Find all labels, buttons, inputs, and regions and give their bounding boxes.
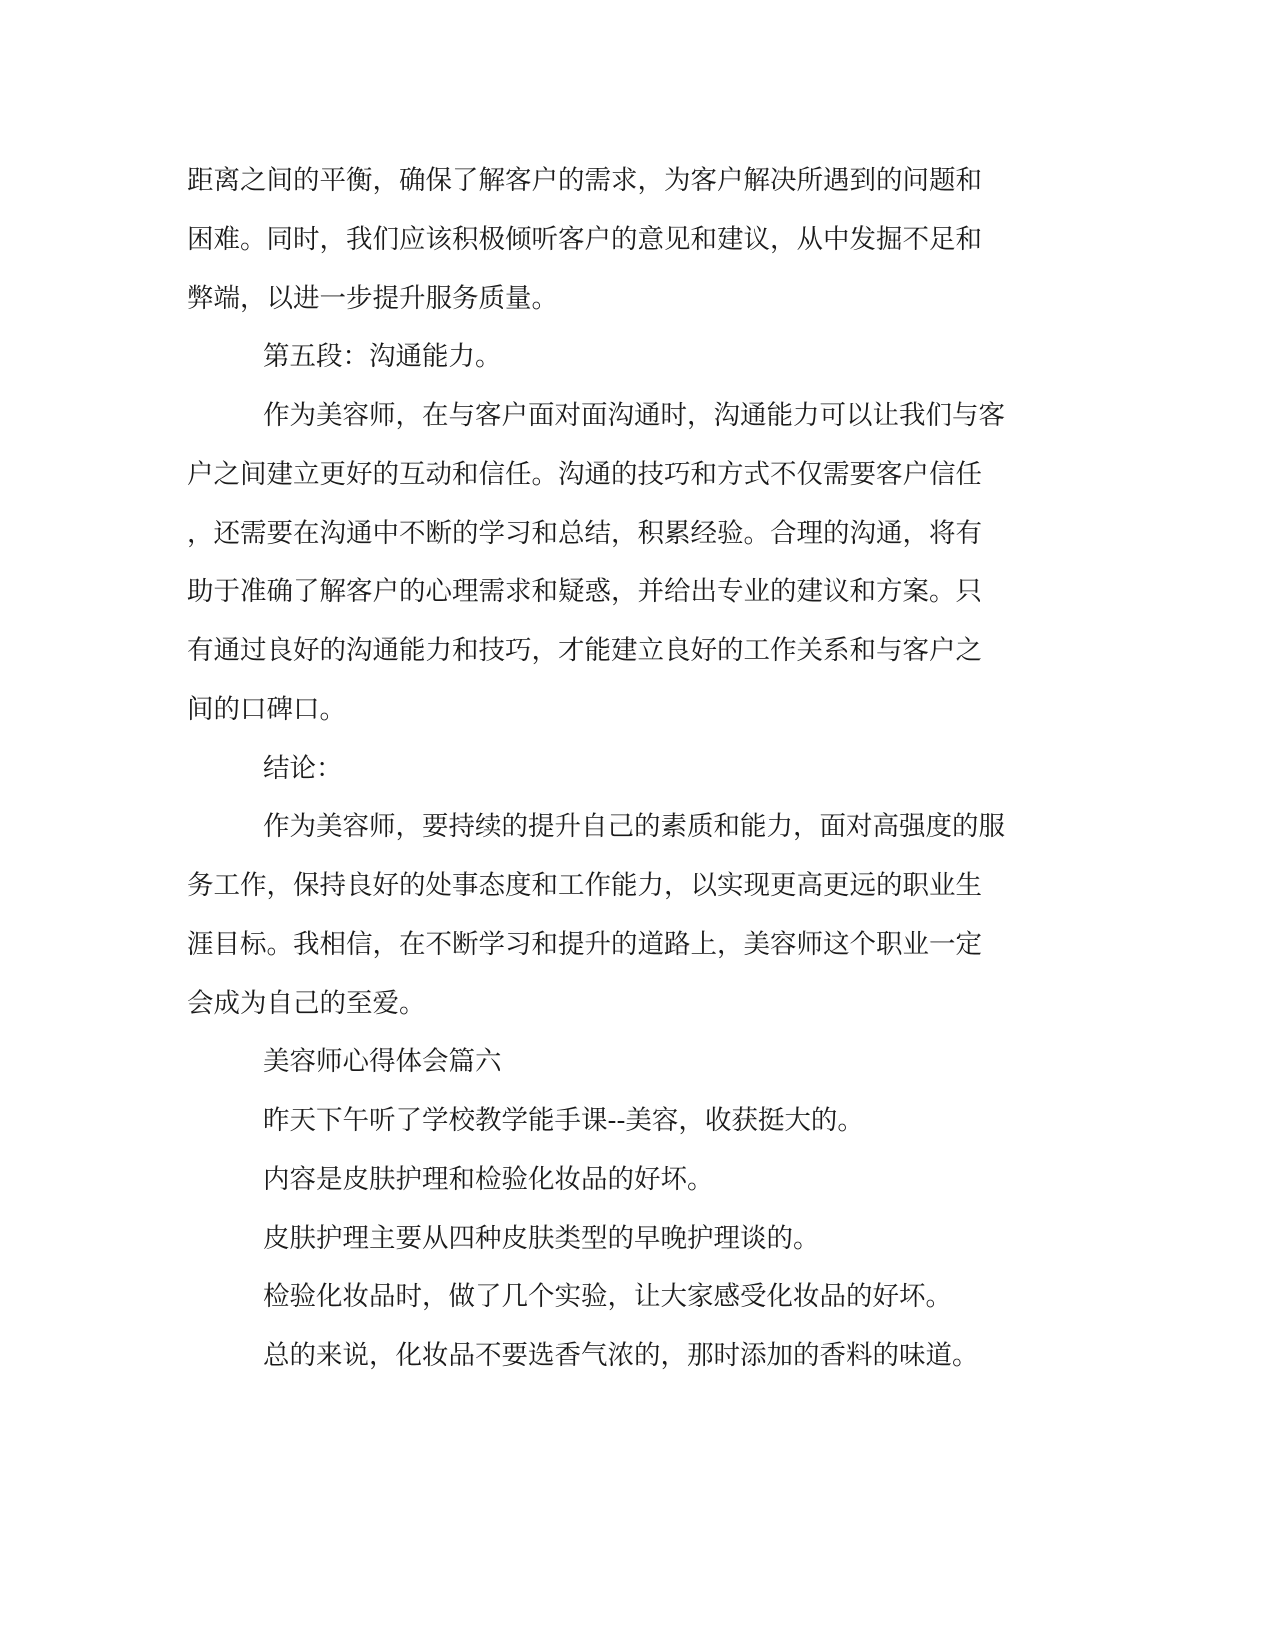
text-line: 助于准确了解客户的心理需求和疑惑，并给出专业的建议和方案。只 [187, 576, 982, 607]
text-line: 皮肤护理主要从四种皮肤类型的早晚护理谈的。 [263, 1223, 820, 1254]
text-line: 总的来说，化妆品不要选香气浓的，那时添加的香料的味道。 [263, 1340, 979, 1371]
text-line: 内容是皮肤护理和检验化妆品的好坏。 [263, 1164, 714, 1195]
text-line: 间的口碑口。 [187, 694, 346, 725]
text-line: 检验化妆品时，做了几个实验，让大家感受化妆品的好坏。 [263, 1281, 952, 1312]
text-line: ，还需要在沟通中不断的学习和总结，积累经验。合理的沟通，将有 [187, 518, 982, 549]
text-line: 弊端，以进一步提升服务质量。 [187, 283, 558, 314]
section-heading: 结论： [263, 753, 343, 784]
text-line: 会成为自己的至爱。 [187, 988, 426, 1019]
section-heading: 第五段：沟通能力。 [263, 341, 502, 372]
text-line: 距离之间的平衡，确保了解客户的需求，为客户解决所遇到的问题和 [187, 165, 982, 196]
article-title: 美容师心得体会篇六 [263, 1046, 502, 1077]
text-line: 有通过良好的沟通能力和技巧，才能建立良好的工作关系和与客户之 [187, 635, 982, 666]
text-line: 涯目标。我相信，在不断学习和提升的道路上，美容师这个职业一定 [187, 929, 982, 960]
text-line: 作为美容师，要持续的提升自己的素质和能力，面对高强度的服 [263, 811, 1005, 842]
text-line: 昨天下午听了学校教学能手课--美容，收获挺大的。 [263, 1105, 864, 1136]
text-line: 作为美容师，在与客户面对面沟通时，沟通能力可以让我们与客 [263, 400, 1005, 431]
text-line: 务工作，保持良好的处事态度和工作能力，以实现更高更远的职业生 [187, 870, 982, 901]
text-line: 困难。同时，我们应该积极倾听客户的意见和建议，从中发掘不足和 [187, 224, 982, 255]
text-line: 户之间建立更好的互动和信任。沟通的技巧和方式不仅需要客户信任 [187, 459, 982, 490]
